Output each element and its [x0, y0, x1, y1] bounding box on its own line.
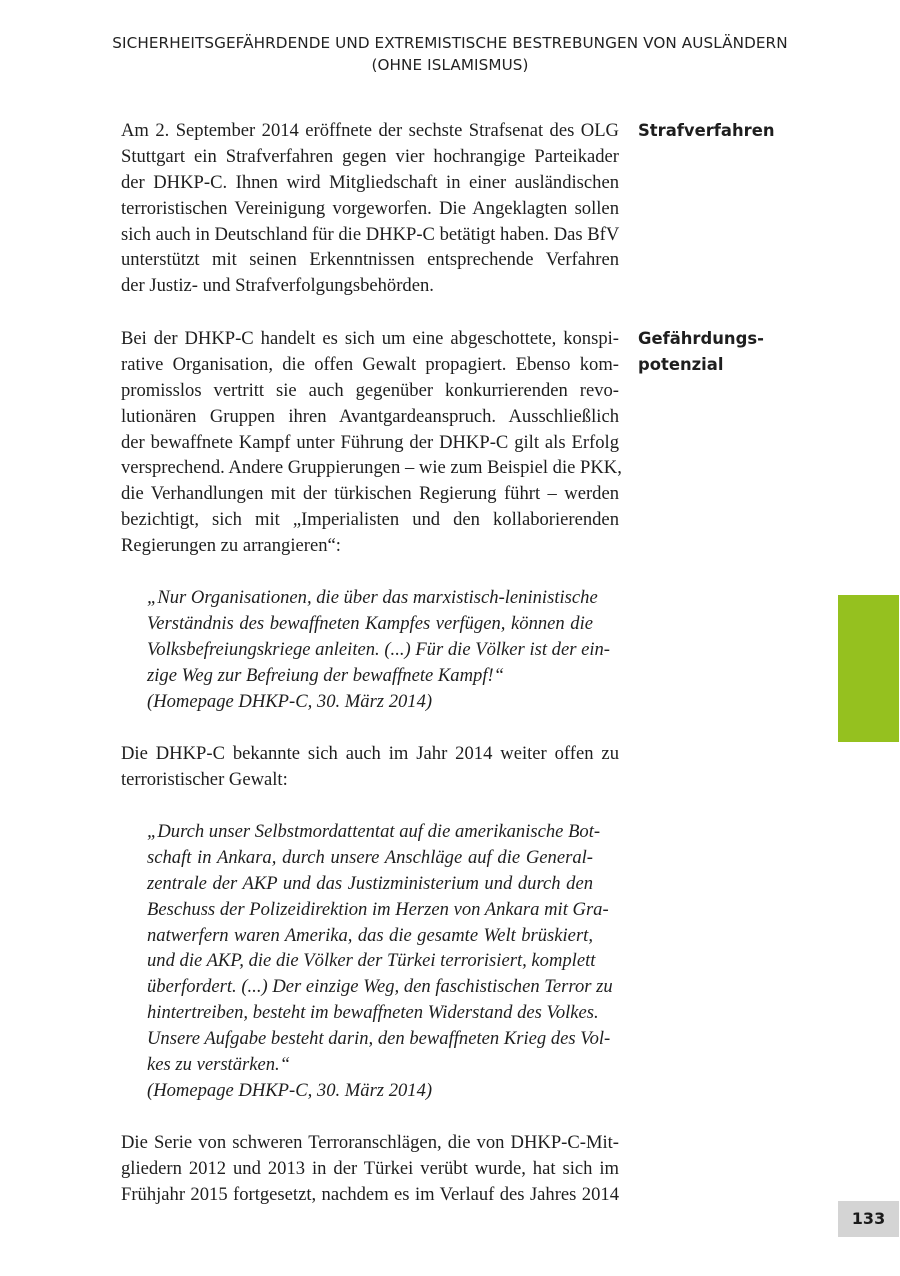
- quote-line: Verständnis des bewaffneten Kampfes verfügen, können die: [147, 612, 593, 634]
- quote-source: (Homepage DHKP-C, 30. März 2014): [147, 690, 433, 712]
- quote-line: „Nur Organisationen, die über das marxistisch-leninistische: [147, 587, 598, 608]
- quote-line: Beschuss der Polizeidirektion im Herzen von Ankara mit Gra-: [147, 898, 609, 920]
- quote-line: schaft in Ankara, durch unsere Anschläge auf die General-: [147, 846, 593, 868]
- text-line: Regierungen zu arrangieren“:: [121, 535, 341, 557]
- text-line: rative Organisation, die offen Gewalt propagiert. Ebenso kom-: [121, 353, 619, 375]
- text-line: die Verhandlungen mit der türkischen Regierung führt – werden: [121, 483, 619, 505]
- text-line: Bei der DHKP-C handelt es sich um eine abgeschottete, konspi-: [121, 328, 619, 349]
- quote-line: hintertreiben, besteht im bewaffneten Widerstand des Volkes.: [147, 1002, 599, 1024]
- quote-line: Volksbefreiungskriege anleiten. (...) Für die Völker ist der ein-: [147, 638, 610, 660]
- text-line: gliedern 2012 und 2013 in der Türkei verübt wurde, hat sich im: [121, 1157, 619, 1179]
- quote-source: (Homepage DHKP-C, 30. März 2014): [147, 1079, 433, 1101]
- text-line: der bewaffnete Kampf unter Führung der DHKP-C gilt als Erfolg: [121, 431, 619, 453]
- block-quote-1: [147, 585, 610, 714]
- text-line: versprechend. Andere Gruppierungen – wie zum Beispiel die PKK,: [121, 457, 622, 479]
- margin-heading-strafverfahren: Strafverfahren: [638, 121, 775, 140]
- paragraph-anschlagsserie: [121, 1130, 619, 1208]
- quote-line: natwerfern waren Amerika, das die gesamte Welt brüskiert,: [147, 924, 593, 946]
- text-line: terroristischen Vereinigung vorgeworfen. Die Angeklagten sollen: [121, 197, 619, 219]
- quote-line: kes zu verstärken.“: [147, 1054, 291, 1076]
- text-line: der DHKP-C. Ihnen wird Mitgliedschaft in einer ausländischen: [121, 171, 619, 193]
- running-head-line-2: (OHNE ISLAMISMUS): [371, 55, 529, 74]
- text-line: bezichtigt, sich mit „Imperialisten und den kollaborierenden: [121, 509, 619, 531]
- running-head: [0, 33, 900, 76]
- quote-line: und die AKP, die die Völker der Türkei terrorisiert, komplett: [147, 950, 596, 972]
- paragraph-bekenntnis: [121, 741, 619, 793]
- text-line: sich auch in Deutschland für die DHKP-C betätigt haben. Das BfV: [121, 223, 620, 245]
- page-number: 133: [838, 1201, 899, 1237]
- text-line: Die DHKP-C bekannte sich auch im Jahr 2014 weiter offen zu: [121, 743, 619, 764]
- block-quote-2: [147, 819, 613, 1104]
- quote-line: zige Weg zur Befreiung der bewaffnete Kampf!“: [147, 664, 505, 686]
- quote-line: Unsere Aufgabe besteht darin, den bewaffneten Krieg des Vol-: [147, 1028, 611, 1050]
- running-head-line-1: SICHERHEITSGEFÄHRDENDE UND EXTREMISTISCHE BESTREBUNGEN VON AUSLÄNDERN: [112, 34, 788, 52]
- text-line: unterstützt mit seinen Erkenntnissen entsprechende Verfahren: [121, 249, 619, 271]
- text-line: Die Serie von schweren Terroranschlägen, die von DHKP-C-Mit-: [121, 1132, 619, 1153]
- margin-heading-gefaehrdungspotenzial: [638, 326, 764, 378]
- quote-line: „Durch unser Selbstmordattentat auf die amerikanische Bot-: [147, 821, 601, 842]
- quote-line: zentrale der AKP und das Justizministerium und durch den: [147, 872, 593, 894]
- paragraph-strafverfahren: [121, 118, 619, 299]
- text-line: der Justiz- und Strafverfolgungsbehörden.: [121, 275, 434, 297]
- text-line: Stuttgart ein Strafverfahren gegen vier hochrangige Parteikader: [121, 145, 619, 167]
- margin-heading-line: Gefährdungs-: [638, 329, 764, 348]
- quote-line: überfordert. (...) Der einzige Weg, den faschistischen Terror zu: [147, 976, 613, 998]
- text-line: Am 2. September 2014 eröffnete der sechste Strafsenat des OLG: [121, 120, 619, 141]
- text-line: Frühjahr 2015 fortgesetzt, nachdem es im Verlauf des Jahres 2014: [121, 1183, 619, 1205]
- text-line: promisslos vertritt sie auch gegenüber konkurrierenden revo-: [121, 379, 619, 401]
- text-line: terroristischer Gewalt:: [121, 768, 288, 790]
- margin-heading-line: potenzial: [638, 354, 724, 374]
- text-line: lutionären Gruppen ihren Avantgardeanspruch. Ausschließlich: [121, 405, 619, 427]
- paragraph-gefaehrdungspotenzial: [121, 326, 622, 559]
- section-tab-marker: [838, 595, 899, 742]
